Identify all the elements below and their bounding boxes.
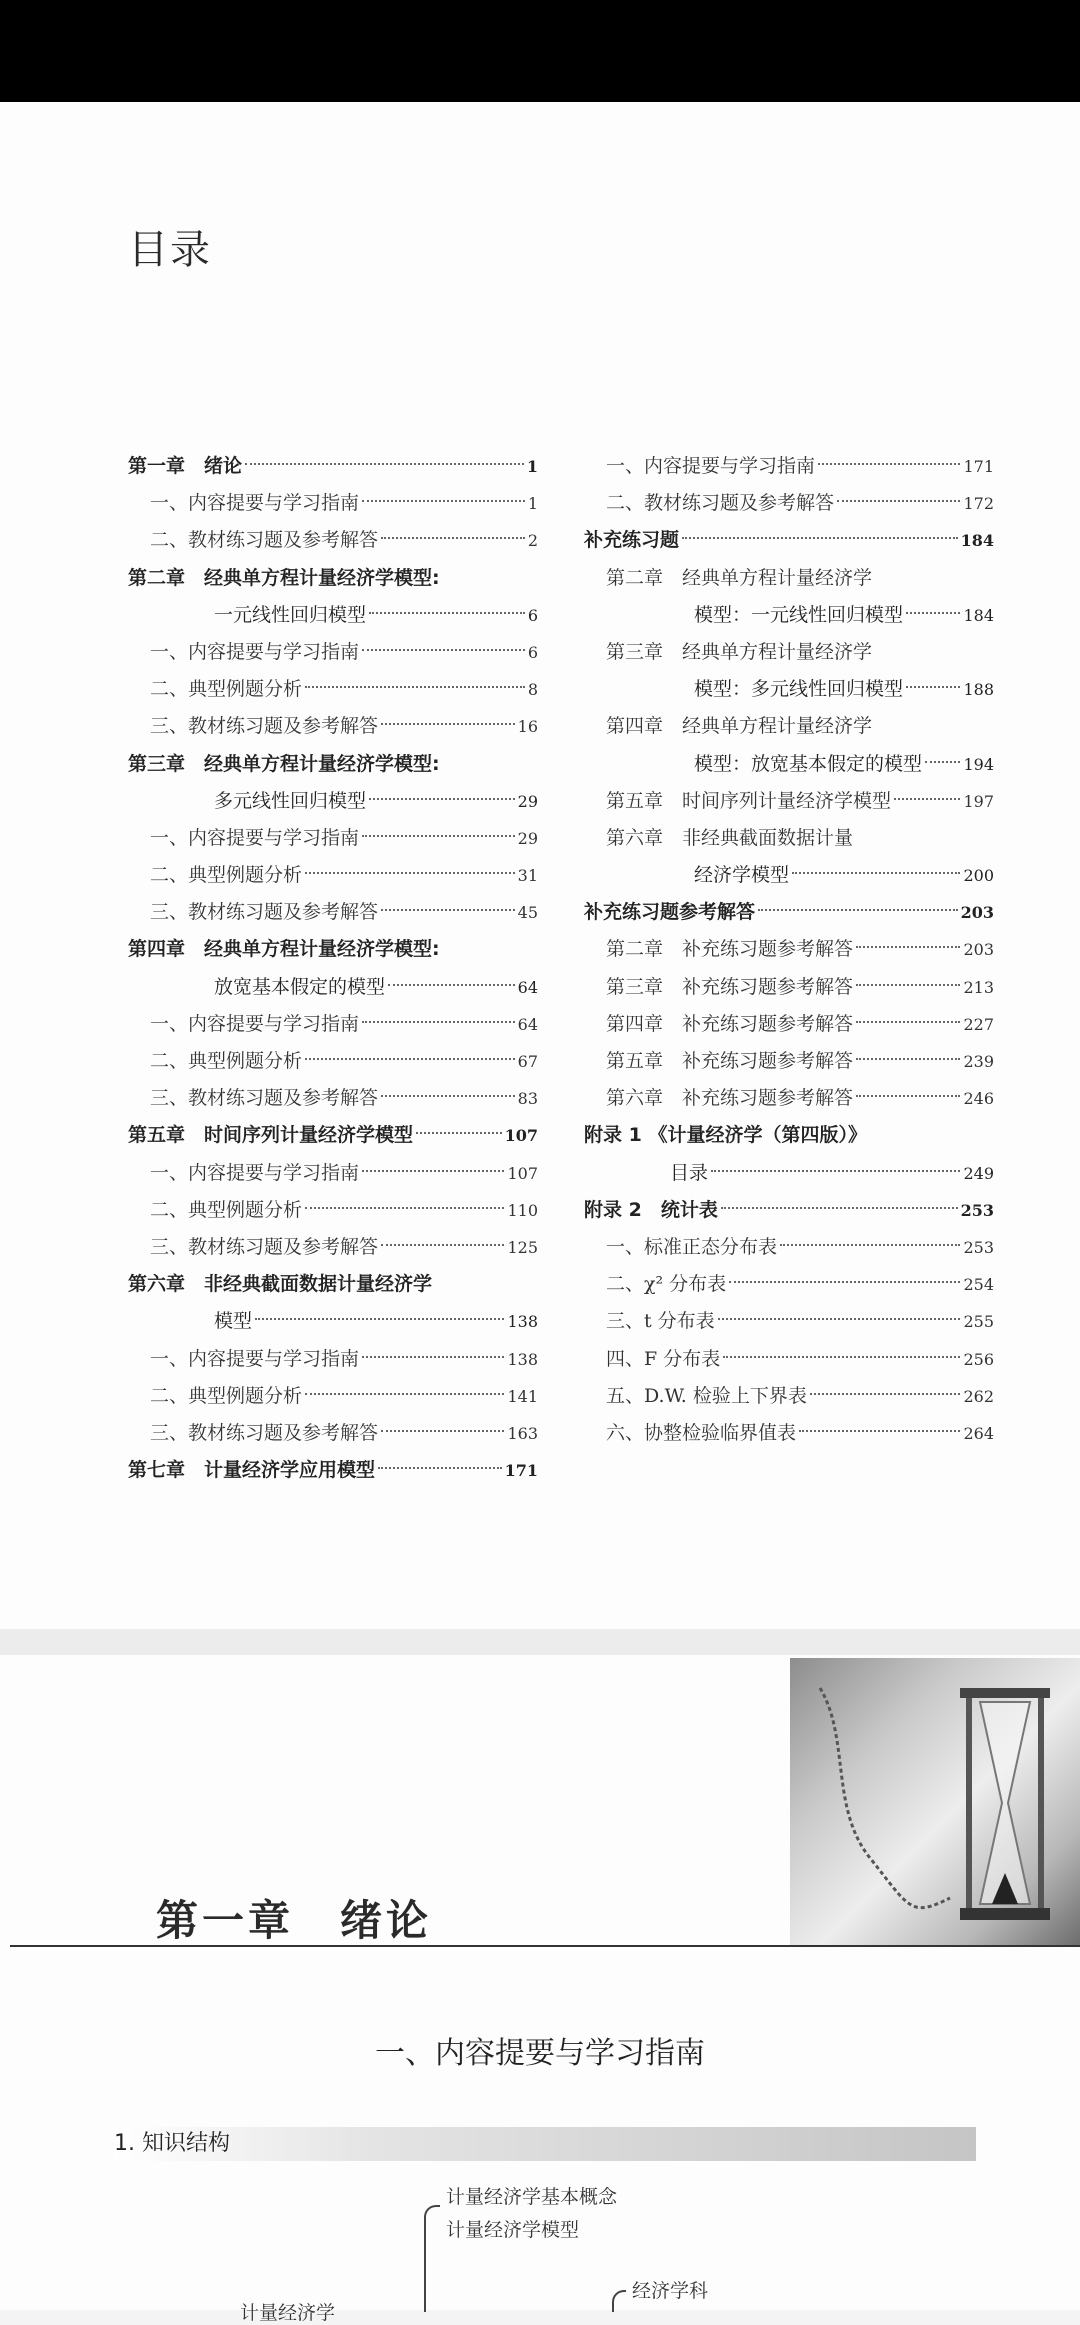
subsection-title: 1. 知识结构 [114,2131,230,2156]
toc-leader-dots [792,872,960,874]
toc-page-number: 172 [963,494,994,514]
toc-entry-title: 第三章 补充练习题参考解答 [606,975,854,998]
toc-page-number: 83 [517,1089,538,1109]
toc-entry-title: 目录 [670,1161,709,1184]
toc-page-number: 184 [960,531,994,551]
toc-entry[interactable] [128,783,538,820]
toc-entry-title: 二、教材练习题及参考解答 [606,492,835,515]
toc-entry[interactable] [128,1043,538,1080]
toc-entry[interactable] [584,1192,994,1229]
toc-page-number: 239 [963,1052,994,1071]
toc-leader-dots [711,1170,960,1172]
toc-entry[interactable] [128,1006,538,1043]
toc-entry[interactable] [128,1266,538,1303]
toc-entry-title: 一、标准正态分布表 [606,1235,778,1258]
toc-leader-dots [906,612,960,614]
toc-page-number: 29 [517,828,538,848]
toc-page-number: 125 [507,1237,538,1257]
toc-entry[interactable] [128,597,538,634]
toc-leader-dots [381,723,515,725]
knowledge-brace-sub [612,2290,626,2312]
toc-entry-title: 二、典型例题分析 [150,1198,303,1221]
toc-entry[interactable] [128,894,538,931]
toc-entry-title: 第一章 绪论 [128,455,243,477]
toc-entry[interactable] [584,1043,994,1080]
toc-entry-title: 第二章 经典单方程计量经济学模型: [128,566,440,589]
toc-entry[interactable] [584,708,994,745]
toc-leader-dots [381,909,515,911]
toc-leader-dots [369,612,525,614]
toc-entry-title: 补充练习题参考解答 [584,901,756,924]
toc-leader-dots [305,686,525,688]
toc-entry[interactable] [584,1378,994,1415]
toc-leader-dots [856,984,960,986]
toc-entry-title: 五、D.W. 检验上下界表 [606,1384,807,1407]
toc-leader-dots [362,649,525,651]
toc-leader-dots [369,798,515,800]
toc-entry-title: 第六章 非经典截面数据计量经济学 [128,1273,433,1296]
toc-entry-title: 经济学模型 [694,864,790,887]
toc-leader-dots [381,1430,504,1432]
toc-entry[interactable] [128,1341,538,1378]
toc-entry-title: 一、内容提要与学习指南 [150,492,360,515]
toc-leader-dots [758,909,958,911]
toc-leader-dots [416,1132,502,1134]
toc-entry-title: 二、χ² 分布表 [606,1273,727,1296]
toc-leader-dots [362,1021,515,1023]
toc-entry[interactable] [128,485,538,522]
toc-left-column [128,448,538,1489]
toc-entry[interactable] [128,671,538,708]
toc-leader-dots [780,1244,960,1246]
toc-leader-dots [723,1356,960,1358]
toc-entry-title: 一、内容提要与学习指南 [150,1347,360,1370]
toc-entry[interactable] [584,783,994,820]
knowledge-brace-main [424,2205,440,2312]
toc-page-number: 246 [963,1089,994,1109]
toc-page-number: 253 [963,1237,994,1257]
toc-page-number: 107 [507,1163,538,1183]
section-title: 一、内容提要与学习指南 [375,2036,705,2071]
toc-page-number: 188 [963,680,994,700]
toc-entry[interactable] [128,708,538,745]
toc-entry[interactable] [128,1378,538,1415]
toc-page-number: 64 [517,1014,538,1034]
toc-leader-dots [856,1095,960,1097]
toc-entry-title: 多元线性回归模型 [214,789,367,812]
toc-entry[interactable] [584,671,994,708]
toc-entry[interactable] [584,1155,994,1192]
toc-page-number: 184 [963,605,994,625]
toc-leader-dots [381,1095,515,1097]
toc-leader-dots [362,1170,504,1172]
toc-entry[interactable] [584,448,994,485]
chapter-title: 第一章 绪论 [156,1896,433,1945]
toc-entry[interactable] [128,857,538,894]
toc-leader-dots [305,872,515,874]
toc-entry-title: 三、教材练习题及参考解答 [150,901,379,924]
toc-entry[interactable] [584,522,994,559]
toc-page-number: 64 [517,977,538,997]
toc-page-number: 253 [960,1200,994,1220]
toc-leader-dots [682,537,958,539]
toc-page-number: 262 [963,1386,994,1406]
toc-page-number: 249 [963,1163,994,1183]
toc-entry-title: 三、教材练习题及参考解答 [150,715,379,738]
toc-leader-dots [925,761,960,763]
toc-entry[interactable] [128,1080,538,1117]
toc-entry[interactable] [584,1117,994,1154]
toc-leader-dots [810,1393,961,1395]
toc-entry[interactable] [128,746,538,783]
toc-leader-dots [721,1207,958,1209]
toc-entry[interactable] [584,597,994,634]
toc-leader-dots [818,463,960,465]
toc-leader-dots [362,500,525,502]
toc-leader-dots [381,537,525,539]
toc-leader-dots [255,1318,504,1320]
toc-entry[interactable] [128,448,538,485]
toc-page-number: 141 [507,1386,538,1406]
toc-entry[interactable] [128,1229,538,1266]
toc-leader-dots [729,1281,960,1283]
toc-entry[interactable] [584,857,994,894]
toc-entry[interactable] [584,1006,994,1043]
toc-leader-dots [799,1430,960,1432]
toc-entry[interactable] [128,522,538,559]
toc-leader-dots [837,500,960,502]
toc-entry-title: 第五章 时间序列计量经济学模型 [606,789,892,812]
toc-page-number: 67 [517,1052,538,1071]
toc-entry[interactable] [584,746,994,783]
toc-page-number: 255 [963,1312,994,1332]
toc-entry-title: 三、教材练习题及参考解答 [150,1421,379,1444]
toc-entry[interactable] [128,1155,538,1192]
toc-leader-dots [856,946,960,948]
toc-page-number: 171 [963,457,994,476]
toc-entry-title: 模型：多元线性回归模型 [694,678,904,701]
toc-entry[interactable] [584,969,994,1006]
toc-page-number: 6 [527,642,538,662]
toc-entry-title: 第三章 经典单方程计量经济学模型: [128,752,440,775]
toc-entry-title: 模型：放宽基本假定的模型 [694,752,923,775]
toc-entry-title: 第三章 经典单方程计量经济学 [606,640,873,663]
toc-entry-title: 一、内容提要与学习指南 [150,1161,360,1184]
toc-page-number: 45 [517,903,538,923]
toc-leader-dots [856,1021,960,1023]
toc-entry-title: 第六章 补充练习题参考解答 [606,1087,854,1110]
toc-entry-title: 三、教材练习题及参考解答 [150,1087,379,1110]
toc-page-number: 254 [963,1275,994,1295]
toc-leader-dots [388,984,515,986]
toc-entry-title: 第四章 经典单方程计量经济学模型: [128,938,440,961]
chapter-rule [10,1945,1080,1947]
toc-page-number: 138 [507,1349,538,1369]
toc-page-number: 8 [527,680,538,700]
toc-entry-title: 一、内容提要与学习指南 [150,1012,360,1035]
toc-entry-title: 六、协整检验临界值表 [606,1421,797,1444]
toc-page-number: 203 [960,903,994,923]
top-black-bar [0,0,1080,102]
toc-entry-title: 附录 1 《计量经济学（第四版）》 [584,1124,867,1147]
toc-entry-title: 二、典型例题分析 [150,678,303,701]
toc-entry[interactable] [584,1415,994,1452]
toc-entry-title: 附录 2 统计表 [584,1198,718,1221]
toc-leader-dots [378,1467,502,1469]
toc-page-number: 1 [526,457,538,476]
toc-entry[interactable] [584,560,994,597]
toc-entry[interactable] [584,894,994,931]
toc-title: 目录 [128,227,212,273]
toc-page-number: 197 [963,791,994,811]
toc-entry[interactable] [584,820,994,857]
toc-entry-title: 补充练习题 [584,529,680,552]
toc-entry[interactable] [128,1192,538,1229]
toc-page-number: 29 [517,791,538,811]
toc-entry-title: 模型：一元线性回归模型 [694,603,904,626]
toc-entry-title: 放宽基本假定的模型 [214,975,386,998]
toc-page-number: 194 [963,754,994,774]
toc-page-number: 31 [517,866,538,886]
toc-entry[interactable] [128,931,538,968]
toc-leader-dots [245,463,524,465]
toc-entry[interactable] [128,634,538,671]
toc-page-number: 2 [527,531,538,551]
subsection-bar [114,2127,976,2161]
toc-page-number: 110 [507,1200,538,1220]
toc-entry[interactable] [128,1303,538,1340]
toc-entry[interactable] [584,1341,994,1378]
toc-page-number: 107 [504,1126,538,1146]
toc-page-number: 138 [507,1312,538,1332]
toc-page-number: 256 [963,1349,994,1369]
toc-entry[interactable] [584,634,994,671]
toc-entry[interactable] [584,1229,994,1266]
toc-entry[interactable] [128,969,538,1006]
hourglass-photo [790,1658,1080,1945]
toc-entry-title: 二、典型例题分析 [150,864,303,887]
toc-entry[interactable] [128,1452,538,1489]
toc-entry-title: 第五章 补充练习题参考解答 [606,1050,854,1072]
toc-entry[interactable] [128,560,538,597]
toc-entry-title: 第六章 非经典截面数据计量 [606,826,854,849]
toc-page-number: 264 [963,1423,994,1443]
toc-entry-title: 第四章 经典单方程计量经济学 [606,715,873,738]
toc-page-number: 6 [527,605,538,625]
knowledge-item-concept: 计量经济学基本概念 [446,2186,618,2208]
knowledge-item-model: 计量经济学模型 [446,2219,580,2241]
toc-page-number: 16 [517,717,538,737]
knowledge-item-root: 计量经济学 [240,2302,336,2324]
toc-entry[interactable] [584,1080,994,1117]
toc-entry[interactable] [128,1117,538,1154]
toc-entry-title: 一元线性回归模型 [214,603,367,626]
toc-entry-title: 第二章 经典单方程计量经济学 [606,566,873,589]
toc-leader-dots [305,1393,504,1395]
toc-entry-title: 第二章 补充练习题参考解答 [606,938,854,961]
toc-entry[interactable] [584,485,994,522]
toc-right-column [584,448,994,1452]
toc-entry-title: 第五章 时间序列计量经济学模型 [128,1124,414,1147]
toc-leader-dots [305,1058,515,1060]
toc-entry[interactable] [128,1415,538,1452]
toc-entry-title: 模型 [214,1310,253,1333]
toc-page-number: 213 [963,977,994,997]
toc-page-number: 1 [527,494,538,514]
toc-entry-title: 二、教材练习题及参考解答 [150,529,379,552]
toc-entry-title: 一、内容提要与学习指南 [606,455,816,477]
toc-entry[interactable] [584,1266,994,1303]
toc-page-number: 203 [963,940,994,960]
toc-leader-dots [381,1244,504,1246]
toc-leader-dots [305,1207,504,1209]
toc-entry-title: 四、F 分布表 [606,1347,721,1370]
toc-leader-dots [718,1318,961,1320]
toc-leader-dots [362,1356,504,1358]
toc-entry-title: 二、典型例题分析 [150,1384,303,1407]
toc-page-number: 200 [963,866,994,886]
toc-entry[interactable] [584,931,994,968]
page-separator [0,1629,1080,1655]
toc-entry-title: 第四章 补充练习题参考解答 [606,1012,854,1035]
toc-entry[interactable] [584,1303,994,1340]
toc-leader-dots [906,686,960,688]
toc-entry-title: 一、内容提要与学习指南 [150,826,360,849]
toc-entry-title: 三、教材练习题及参考解答 [150,1235,379,1258]
toc-leader-dots [894,798,960,800]
toc-leader-dots [362,835,515,837]
toc-page-number: 163 [507,1423,538,1443]
toc-entry[interactable] [128,820,538,857]
toc-leader-dots [856,1058,960,1060]
knowledge-item-discipline: 经济学科 [632,2280,709,2302]
toc-entry-title: 一、内容提要与学习指南 [150,640,360,663]
toc-page-number: 227 [963,1014,994,1034]
toc-entry-title: 二、典型例题分析 [150,1050,303,1072]
toc-page-number: 171 [504,1461,538,1481]
toc-entry-title: 第七章 计量经济学应用模型 [128,1459,376,1482]
toc-entry-title: 三、t 分布表 [606,1310,715,1333]
